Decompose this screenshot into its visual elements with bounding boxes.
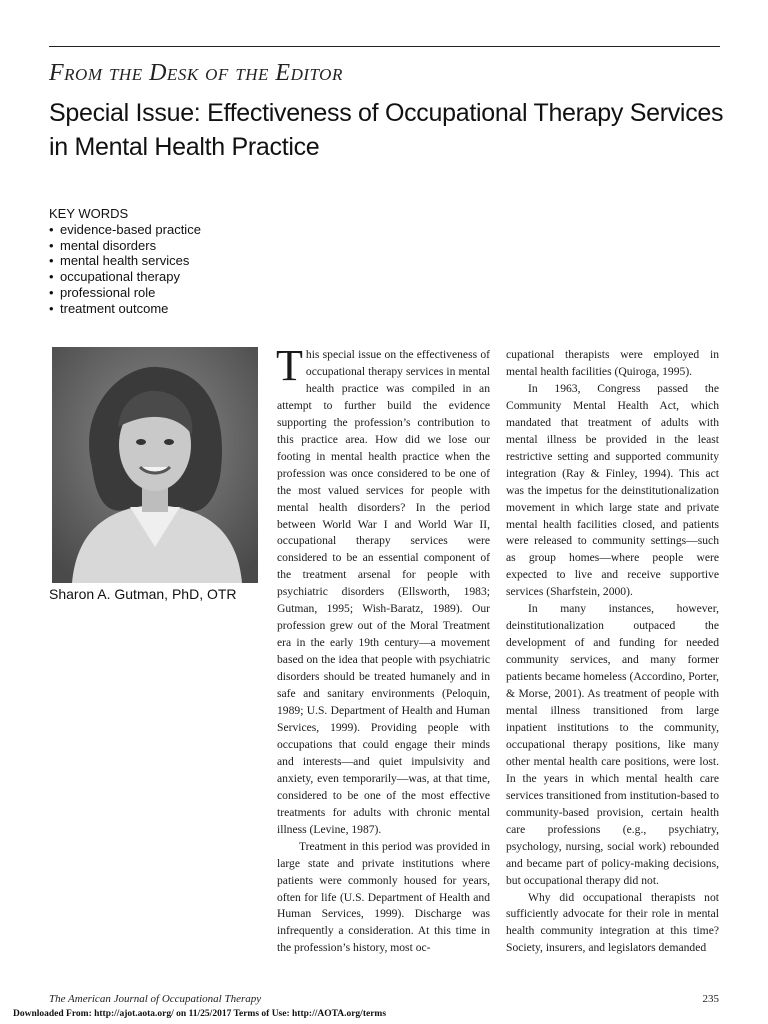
drop-cap: T	[276, 341, 303, 390]
keywords-heading: KEY WORDS	[49, 206, 129, 221]
body-paragraph: In 1963, Congress passed the Community Mental Health Act, which mandated that treatment of adults with mental illness be provided in the least restrictive setting and supported community integration (Ray & Finley, 1994). This act was the impetus for the deinstitutionalization movement in which large state and private mental health facilities closed, and patients were released to community settings—such as group homes—where people were expected to live and receive supportive services (Sharfstein, 2000).	[506, 381, 719, 599]
body-paragraph	[276, 341, 490, 839]
body-column-1	[276, 341, 490, 957]
section-label: From the Desk of the Editor	[49, 60, 343, 86]
body-paragraph: Treatment in this period was provided in large state and private institutions where patients were commonly housed for years, often for life (U.S. Department of Health and Human Services, 1999). Discharge was infrequently a consideration. At this time in the profession’s history, most oc-	[277, 839, 490, 955]
keyword-item: • occupational therapy	[49, 269, 201, 285]
body-paragraph: Why did occupational therapists not sufficiently advocate for their role in mental health community integration at this time? Society, insurers, and legislators demanded	[506, 890, 719, 955]
body-paragraph: In many instances, however, deinstitutionalization outpaced the development of and funding for needed community services, and many former patients became homeless (Accordino, Porter, & Morse, 2001). As treatment of people with mental illness transitioned from large inpatient institutions to the community, occupational therapy positions, like many other mental health care positions, were lost. In the years in which mental health care services transitioned from institution-based to community-based provision, certain health care professions (e.g., psychiatry, psychology, nursing, social work) rebounded and became part of policy-making decisions, but occupational therapy did not.	[506, 602, 719, 887]
keyword-item: • mental health services	[49, 253, 201, 269]
author-caption: Sharon A. Gutman, PhD, OTR	[49, 586, 237, 602]
body-paragraph: cupational therapists were employed in mental health facilities (Quiroga, 1995).	[506, 348, 719, 378]
keyword-item: • treatment outcome	[49, 301, 201, 317]
paragraph-text: his special issue on the effectiveness of occupational therapy services in mental health practice was compiled in an attempt to further build the evidence supporting the profession’s contribution to this practice area. How did we lose our footing in mental health practice when the profession was once considered to be one of the most valued services for people with mental health disorders? In the period between World War I and World War II, occupational therapy services were considered to be an essential component of the treatment arsenal for people with psychiatric disorders (Ellsworth, 1983; Gutman, 1995; Wish-Baratz, 1989). Our profession grew out of the Moral Treatment era in the early 19th century—a movement based on the idea that people with psychiatric disorders should be treated humanely and in safe and sanitary environments (Peloquin, 1989; U.S. Department of Health and Human Services, 1999). Providing people with occupations that could engage their minds and interests—and quiet impulsivity and anxiety, even temporarily—was, at that time, considered to be one of the most effective treatments for adults with chronic mental illness (Levine, 1987).	[277, 348, 490, 836]
body-column-2	[506, 347, 719, 957]
header-rule	[49, 46, 720, 47]
keyword-item: • professional role	[49, 285, 201, 301]
footer-page-number: 235	[702, 993, 719, 1005]
author-photo	[52, 347, 258, 583]
download-notice: Downloaded From: http://ajot.aota.org/ on 11/25/2017 Terms of Use: http://AOTA.org/terms	[13, 1009, 387, 1019]
footer-journal-name: The American Journal of Occupational Therapy	[49, 993, 262, 1005]
keyword-item: • mental disorders	[49, 238, 201, 254]
keywords-list	[49, 222, 201, 316]
keyword-item: • evidence-based practice	[49, 222, 201, 238]
article-title: Special Issue: Effectiveness of Occupational Therapy Services in Mental Health Practice	[49, 99, 724, 161]
